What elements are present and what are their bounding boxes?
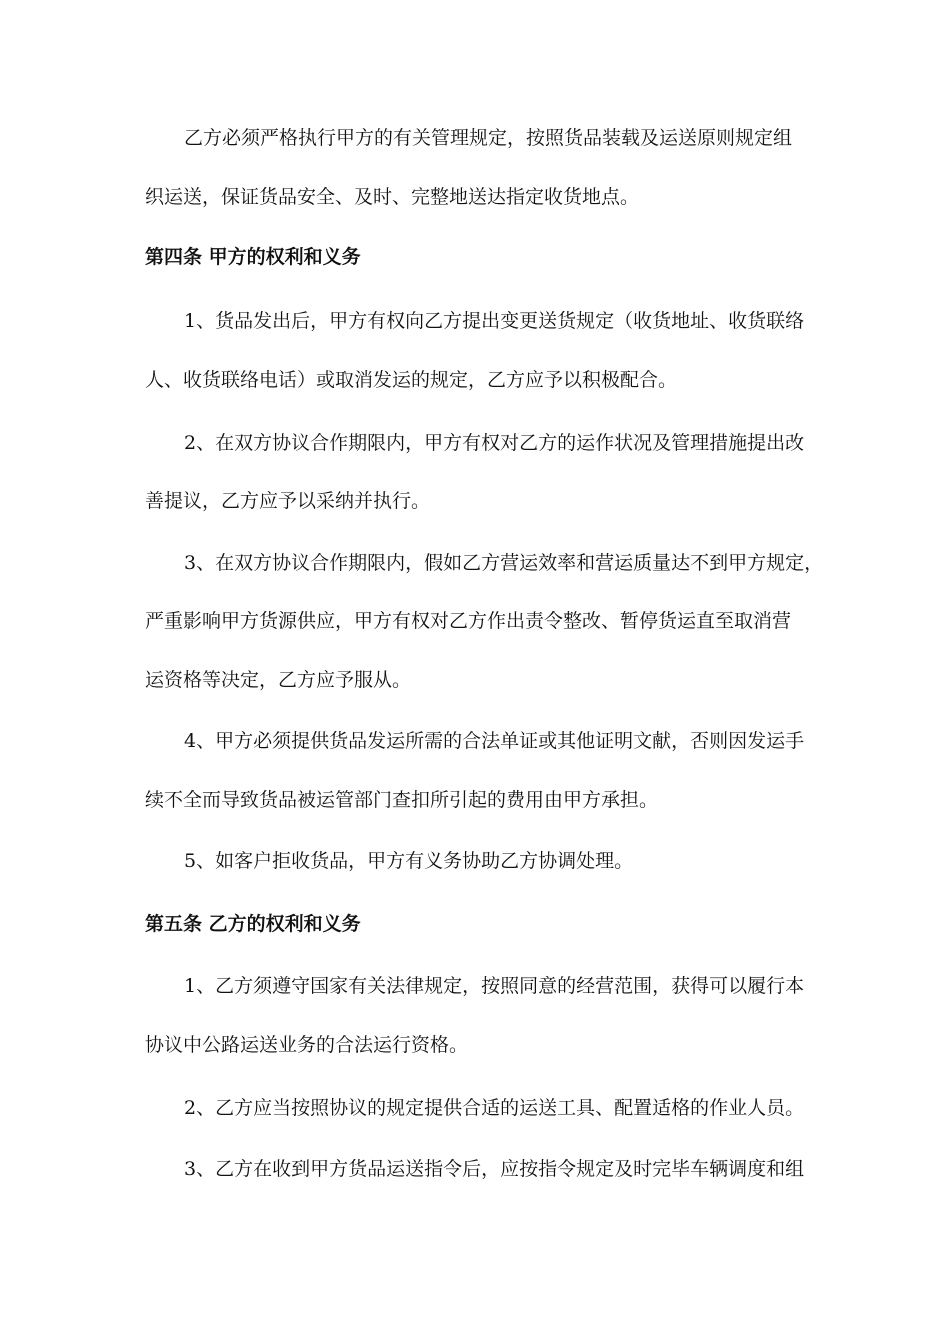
line-text: 人、收货联络电话）或取消发运的规定，乙方应予以积极配合。 (145, 369, 678, 391)
line-text: 2、乙方应当按照协议的规定提供合适的运送工具、配置适格的作业人员。 (184, 1097, 805, 1119)
line-text: 织运送，保证货品安全、及时、完整地送达指定收货地点。 (145, 186, 640, 208)
line-text: 4、甲方必须提供货品发运所需的合法单证或其他证明文献，否则因发运手 (184, 730, 805, 752)
line-text: 乙方必须严格执行甲方的有关管理规定，按照货品装载及运送原则规定组 (184, 127, 793, 149)
line-text: 2、在双方协议合作期限内，甲方有权对乙方的运作状况及管理措施提出改 (184, 432, 805, 454)
heading-text: 第四条 甲方的权利和义务 (145, 246, 361, 268)
line-text: 3、乙方在收到甲方货品运送指令后，应按指令规定及时完毕车辆调度和组 (184, 1158, 805, 1180)
line-text: 1、货品发出后，甲方有权向乙方提出变更送货规定（收货地址、收货联络 (184, 310, 805, 332)
line-text: 3、在双方协议合作期限内，假如乙方营运效率和营运质量达不到甲方规定， (184, 552, 824, 574)
line-text: 协议中公路运送业务的合法运行资格。 (145, 1034, 469, 1056)
line-text: 5、如客户拒收货品，甲方有义务协助乙方协调处理。 (184, 850, 634, 872)
line-text: 严重影响甲方货源供应，甲方有权对乙方作出责令整改、暂停货运直至取消营 (145, 610, 792, 632)
line-text: 运资格等决定，乙方应予服从。 (145, 669, 412, 691)
line-text: 善提议，乙方应予以采纳并执行。 (145, 490, 431, 512)
line-text: 续不全而导致货品被运管部门查扣所引起的费用由甲方承担。 (145, 789, 659, 811)
heading-text: 第五条 乙方的权利和义务 (145, 913, 361, 935)
line-text: 1、乙方须遵守国家有关法律规定，按照同意的经营范围，获得可以履行本 (184, 975, 805, 997)
